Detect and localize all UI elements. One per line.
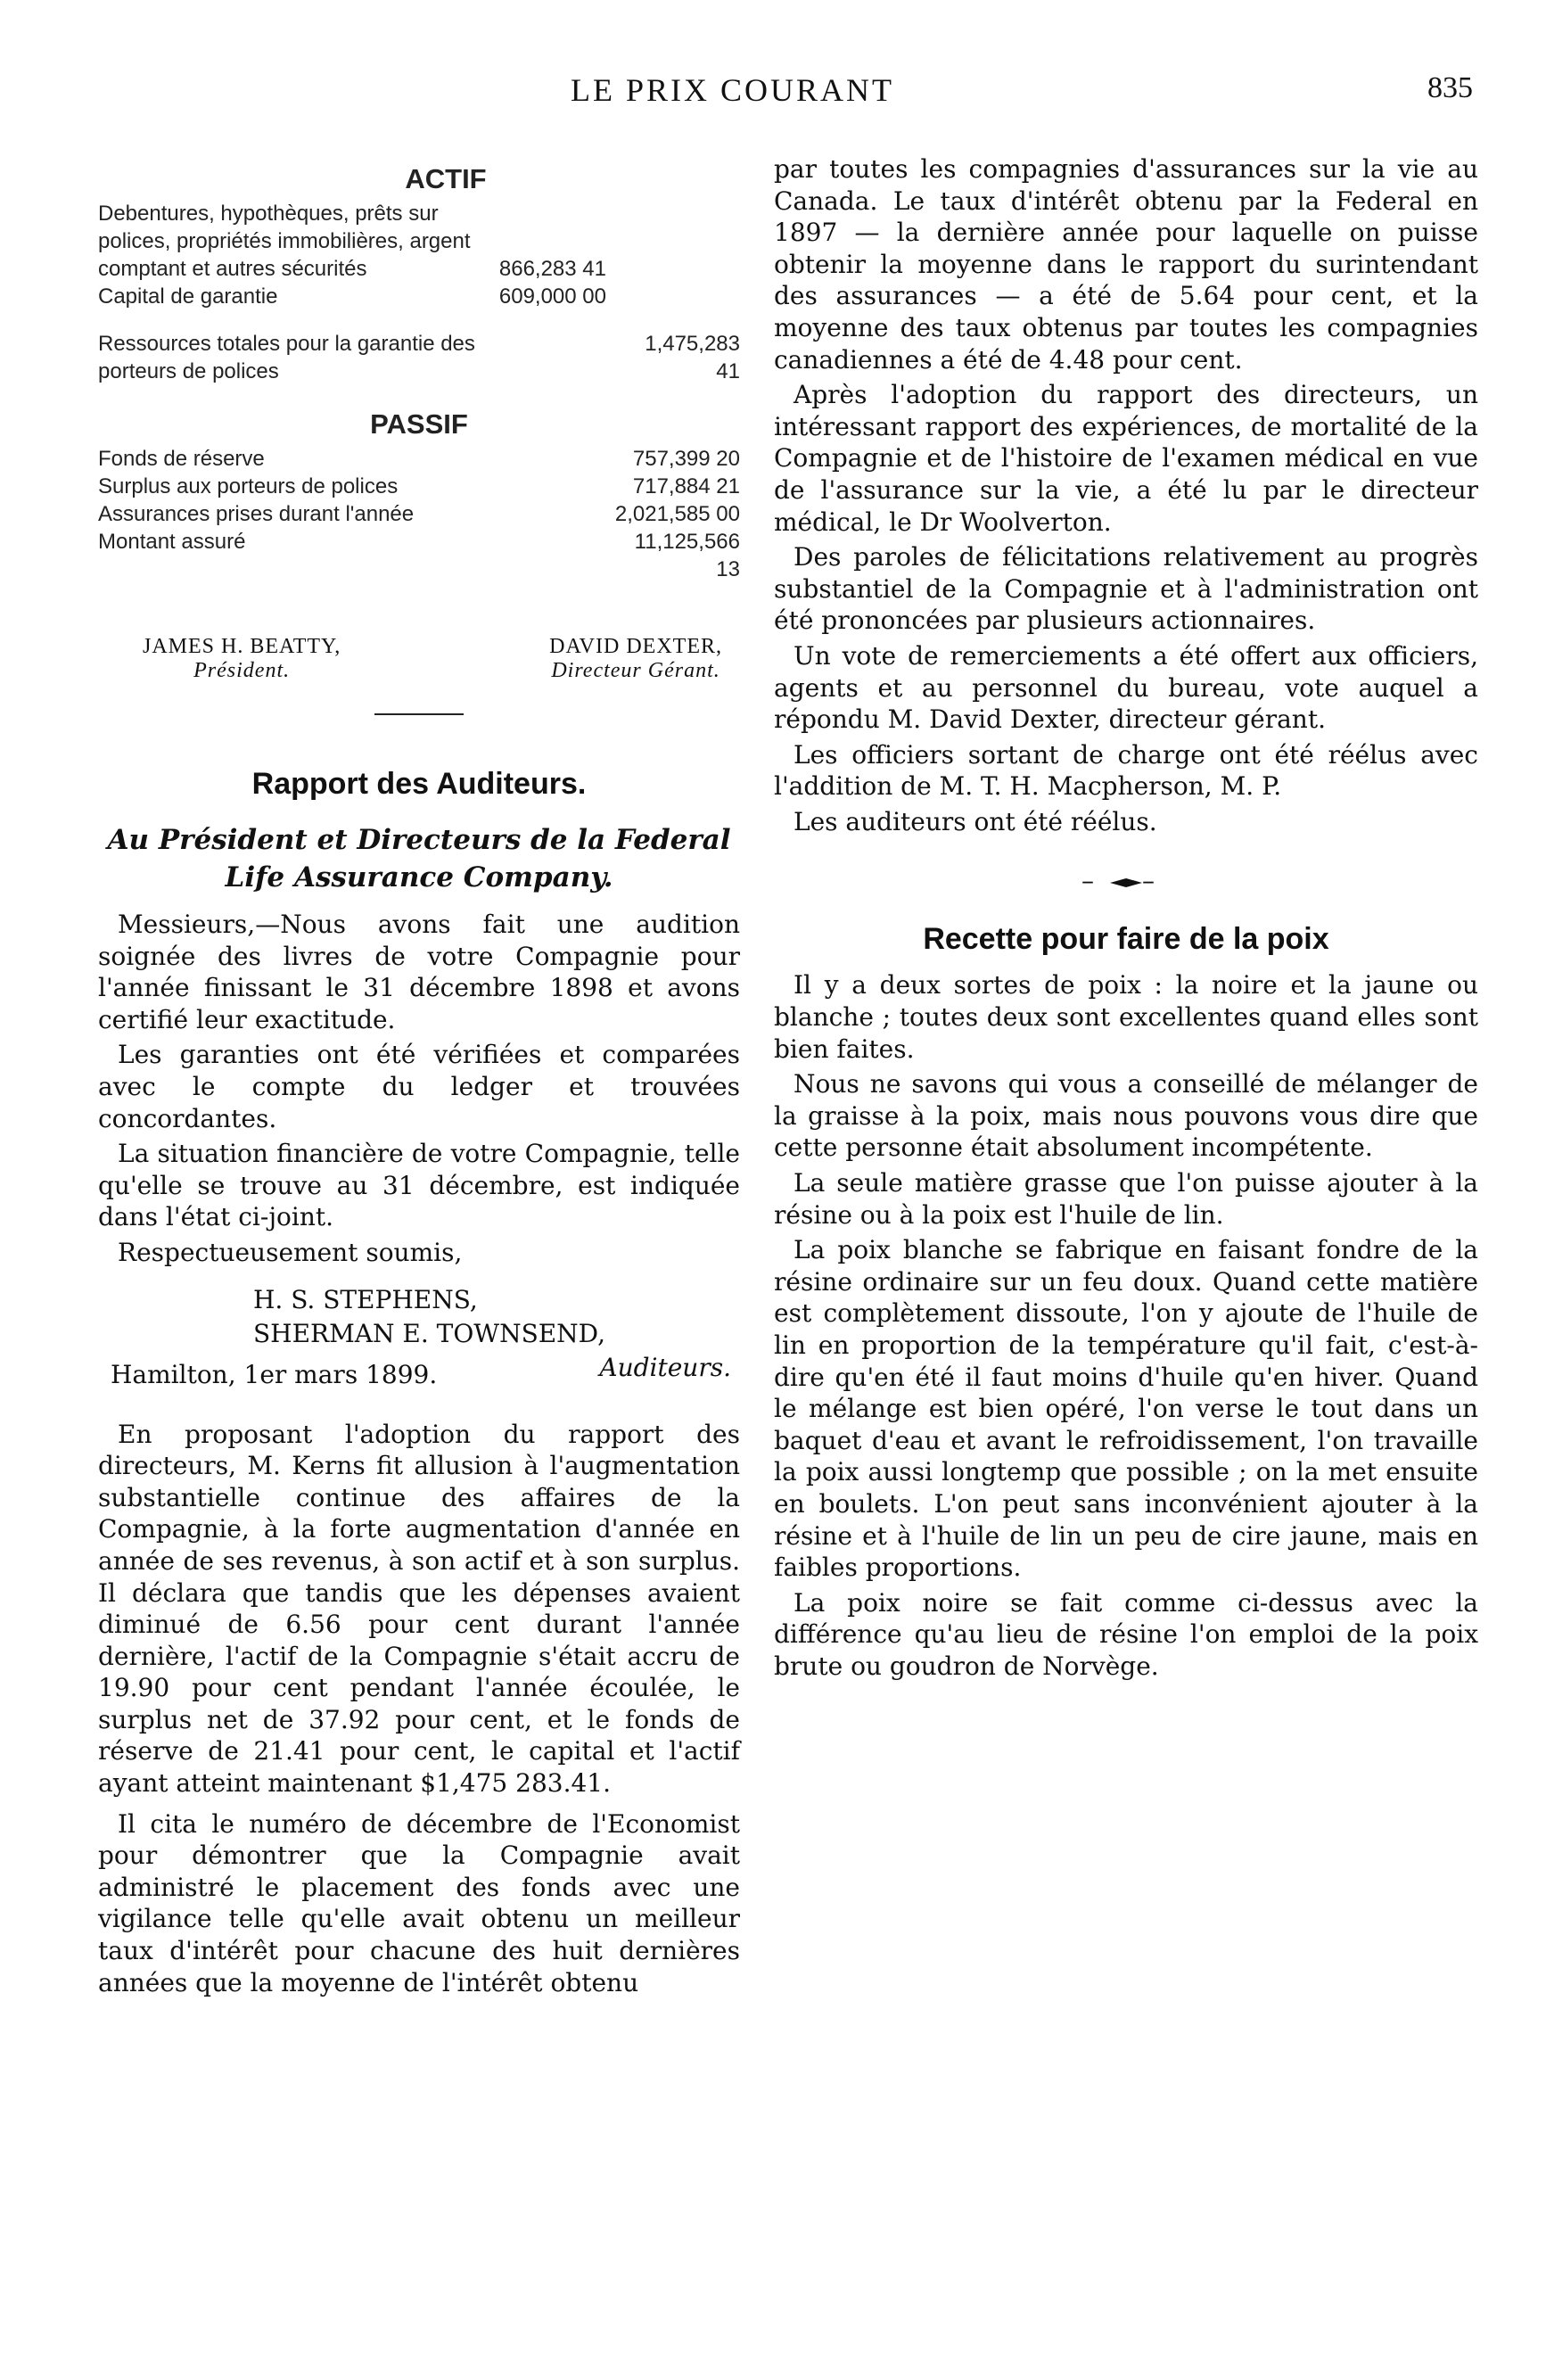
statement-amount: 866,283 41 — [498, 257, 606, 281]
statement-row — [98, 283, 740, 310]
paragraph: Les auditeurs ont été réélus. — [794, 806, 1157, 836]
statement-label: Ressources totales pour la garantie des porteurs de polices — [98, 332, 475, 383]
statement-row — [98, 528, 740, 583]
officer-signatures — [98, 635, 740, 683]
paragraph: Respectueusement soumis, — [118, 1237, 463, 1267]
statement-label: Montant assuré — [98, 530, 246, 554]
statement-label: Capital de garantie — [98, 284, 278, 309]
auditors-report-title: Rapport des Auditeurs. — [251, 767, 587, 801]
statement-amount: 11,125,566 13 — [634, 530, 740, 581]
paragraph: Des paroles de félicitations relativement au progrès substantiel de la Compagnie et à l'administration ont été prononcées par plusieurs actionnaires. — [774, 542, 1478, 636]
statement-row — [98, 445, 740, 473]
page-number: 835 — [1427, 71, 1473, 104]
statement-amount: 757,399 20 — [632, 447, 740, 471]
paragraph: Messieurs,—Nous avons fait une audition soignée des livres de votre Compagnie pour l'année finissant le 31 décembre 1898 et avons certifié leur exactitude. — [98, 910, 740, 1034]
paragraph: Il y a deux sortes de poix : la noire et la jaune ou blanche ; toutes deux sont excellentes quand elles sont bien faites. — [774, 970, 1478, 1064]
paragraph: La poix noire se fait comme ci-dessus avec la différence qu'au lieu de résine l'on emploi de la poix brute ou goudron de Norvège. — [774, 1587, 1478, 1681]
meeting-account-left — [98, 1419, 740, 1999]
dash-ornament: – — [1081, 866, 1110, 896]
dash-ornament: – — [1142, 866, 1171, 896]
paragraph: Nous ne savons qui vous a conseillé de mélanger de la graisse à la poix, mais nous pouvons vous dire que cette personne était absolument incompétente. — [774, 1069, 1478, 1163]
paragraph: La poix blanche se fabrique en faisant fondre de la résine ordinaire sur un feu doux. Quand cette matière est complètement dissoute, l'on y ajoute de l'huile de lin en proportion de la température qu'il fait, c'est-à-dire qu'en été il faut moins d'huile qu'en hiver. Quand le mélange est bien opéré, l'on verse le tout dans un baquet d'eau et avant le refroidissement, l'on travaille la poix aussi longtemp que possible ; on la met ensuite en boulets. L'on peut sans inconvénient ajouter à la résine et à l'huile de lin un peu de cire jaune, mais en faibles proportions. — [774, 1235, 1478, 1583]
paragraph: La situation financière de votre Compagnie, telle qu'elle se trouve au 31 décembre, est indiquée dans l'état ci-joint. — [98, 1139, 740, 1232]
paragraph: Les garanties ont été vérifiées et comparées avec le compte du ledger et trouvées concordantes. — [98, 1040, 740, 1133]
signature-role: Directeur Gérant. — [551, 659, 720, 682]
statement-amount: 717,884 21 — [632, 474, 740, 498]
ornament-separator — [774, 866, 1478, 895]
place-date: Hamilton, 1er mars 1899. — [111, 1359, 438, 1389]
passif-heading: PASSIF — [370, 408, 468, 440]
auditor-role: Auditeurs. — [599, 1352, 731, 1382]
diamond-ornament — [1110, 878, 1142, 887]
paragraph: Il cita le numéro de décembre de l'Economist pour démontrer que la Compagnie avait administré le placement des fonds avec une vigilance telle qu'elle avait obtenu un meilleur taux d'intérêt pour chacune des huit dernières années que la moyenne de l'intérêt obtenu — [98, 1808, 740, 1997]
statement-row — [98, 500, 740, 528]
signature-name: DAVID DEXTER, — [549, 635, 722, 658]
financial-statement — [98, 165, 740, 583]
statement-label: Surplus aux porteurs de polices — [98, 474, 399, 498]
paragraph: Un vote de remerciements a été offert aux officiers, agents et au personnel du bureau, vote auquel a répondu M. David Dexter, directeur gérant. — [774, 640, 1478, 735]
statement-label: Debentures, hypothèques, prêts sur polices, propriétés immobilières, argent comptant et autres sécurités — [98, 202, 471, 281]
auditor-name: SHERMAN E. TOWNSEND, — [253, 1318, 606, 1348]
statement-row — [98, 200, 740, 283]
auditor-name: H. S. STEPHENS, — [253, 1284, 478, 1314]
running-head — [0, 71, 1546, 116]
auditors-report-address: Au Président et Directeurs de la Federal Life Assurance Company. — [107, 824, 731, 894]
paragraph: par toutes les compagnies d'assurances sur la vie au Canada. Le taux d'intérêt obtenu par la Federal en 1897 — la dernière année pour laquelle on puisse obtenir la moyenne dans le rapport du surintendant des assurances — a été de 5.64 pour cent, et la moyenne des taux obtenus par toutes les compagnies canadiennes a été de 4.48 pour cent. — [774, 154, 1478, 375]
paragraph: En proposant l'adoption du rapport des directeurs, M. Kerns fit allusion à l'augmentation substantielle continue des affaires de la Compagnie, à la forte augmentation d'année en année de ses revenus, à son actif et à son surplus. Il déclara que tandis que les dépenses avaient diminué de 6.56 pour cent durant l'année dernière, l'actif de la Compagnie s'était accru de 19.90 pour cent pendant l'année écoulée, le surplus net de 37.92 pour cent, et le fonds de réserve de 21.41 pour cent, le capital et l'actif ayant atteint maintenant $1,475 283.41. — [98, 1419, 740, 1799]
journal-title: LE PRIX COURANT — [571, 72, 895, 108]
statement-amount: 609,000 00 — [498, 284, 606, 309]
left-column — [98, 138, 740, 1998]
auditors-report-body — [98, 909, 740, 1269]
statement-amount: 2,021,585 00 — [614, 502, 740, 526]
right-column — [774, 153, 1478, 1683]
signature-name: JAMES H. BEATTY, — [143, 635, 341, 658]
recipe-title: Recette pour faire de la poix — [923, 922, 1329, 957]
statement-total-row — [98, 330, 740, 385]
signature-director — [549, 635, 722, 683]
signature-role: Président. — [193, 659, 291, 682]
signature-president — [143, 635, 341, 683]
section-divider — [374, 713, 464, 715]
statement-row — [98, 473, 740, 500]
recipe-body — [774, 969, 1478, 1682]
actif-heading: ACTIF — [405, 163, 487, 194]
auditor-signatures — [98, 1283, 740, 1392]
meeting-account-right — [774, 153, 1478, 837]
statement-label: Assurances prises durant l'année — [98, 502, 415, 526]
paragraph: Les officiers sortant de charge ont été réélus avec l'addition de M. T. H. Macpherson, M. P. — [774, 739, 1478, 802]
statement-label: Fonds de réserve — [98, 447, 265, 471]
paragraph: La seule matière grasse que l'on puisse ajouter à la résine ou à la poix est l'huile de lin. — [774, 1168, 1478, 1230]
statement-amount: 1,475,283 41 — [645, 332, 740, 383]
paragraph: Après l'adoption du rapport des directeurs, un intéressant rapport des expériences, de mortalité de la Compagnie et de l'histoire de l'examen médical en vue de l'assurance sur la vie, a été lu par le directeur médical, le Dr Woolverton. — [774, 380, 1478, 537]
